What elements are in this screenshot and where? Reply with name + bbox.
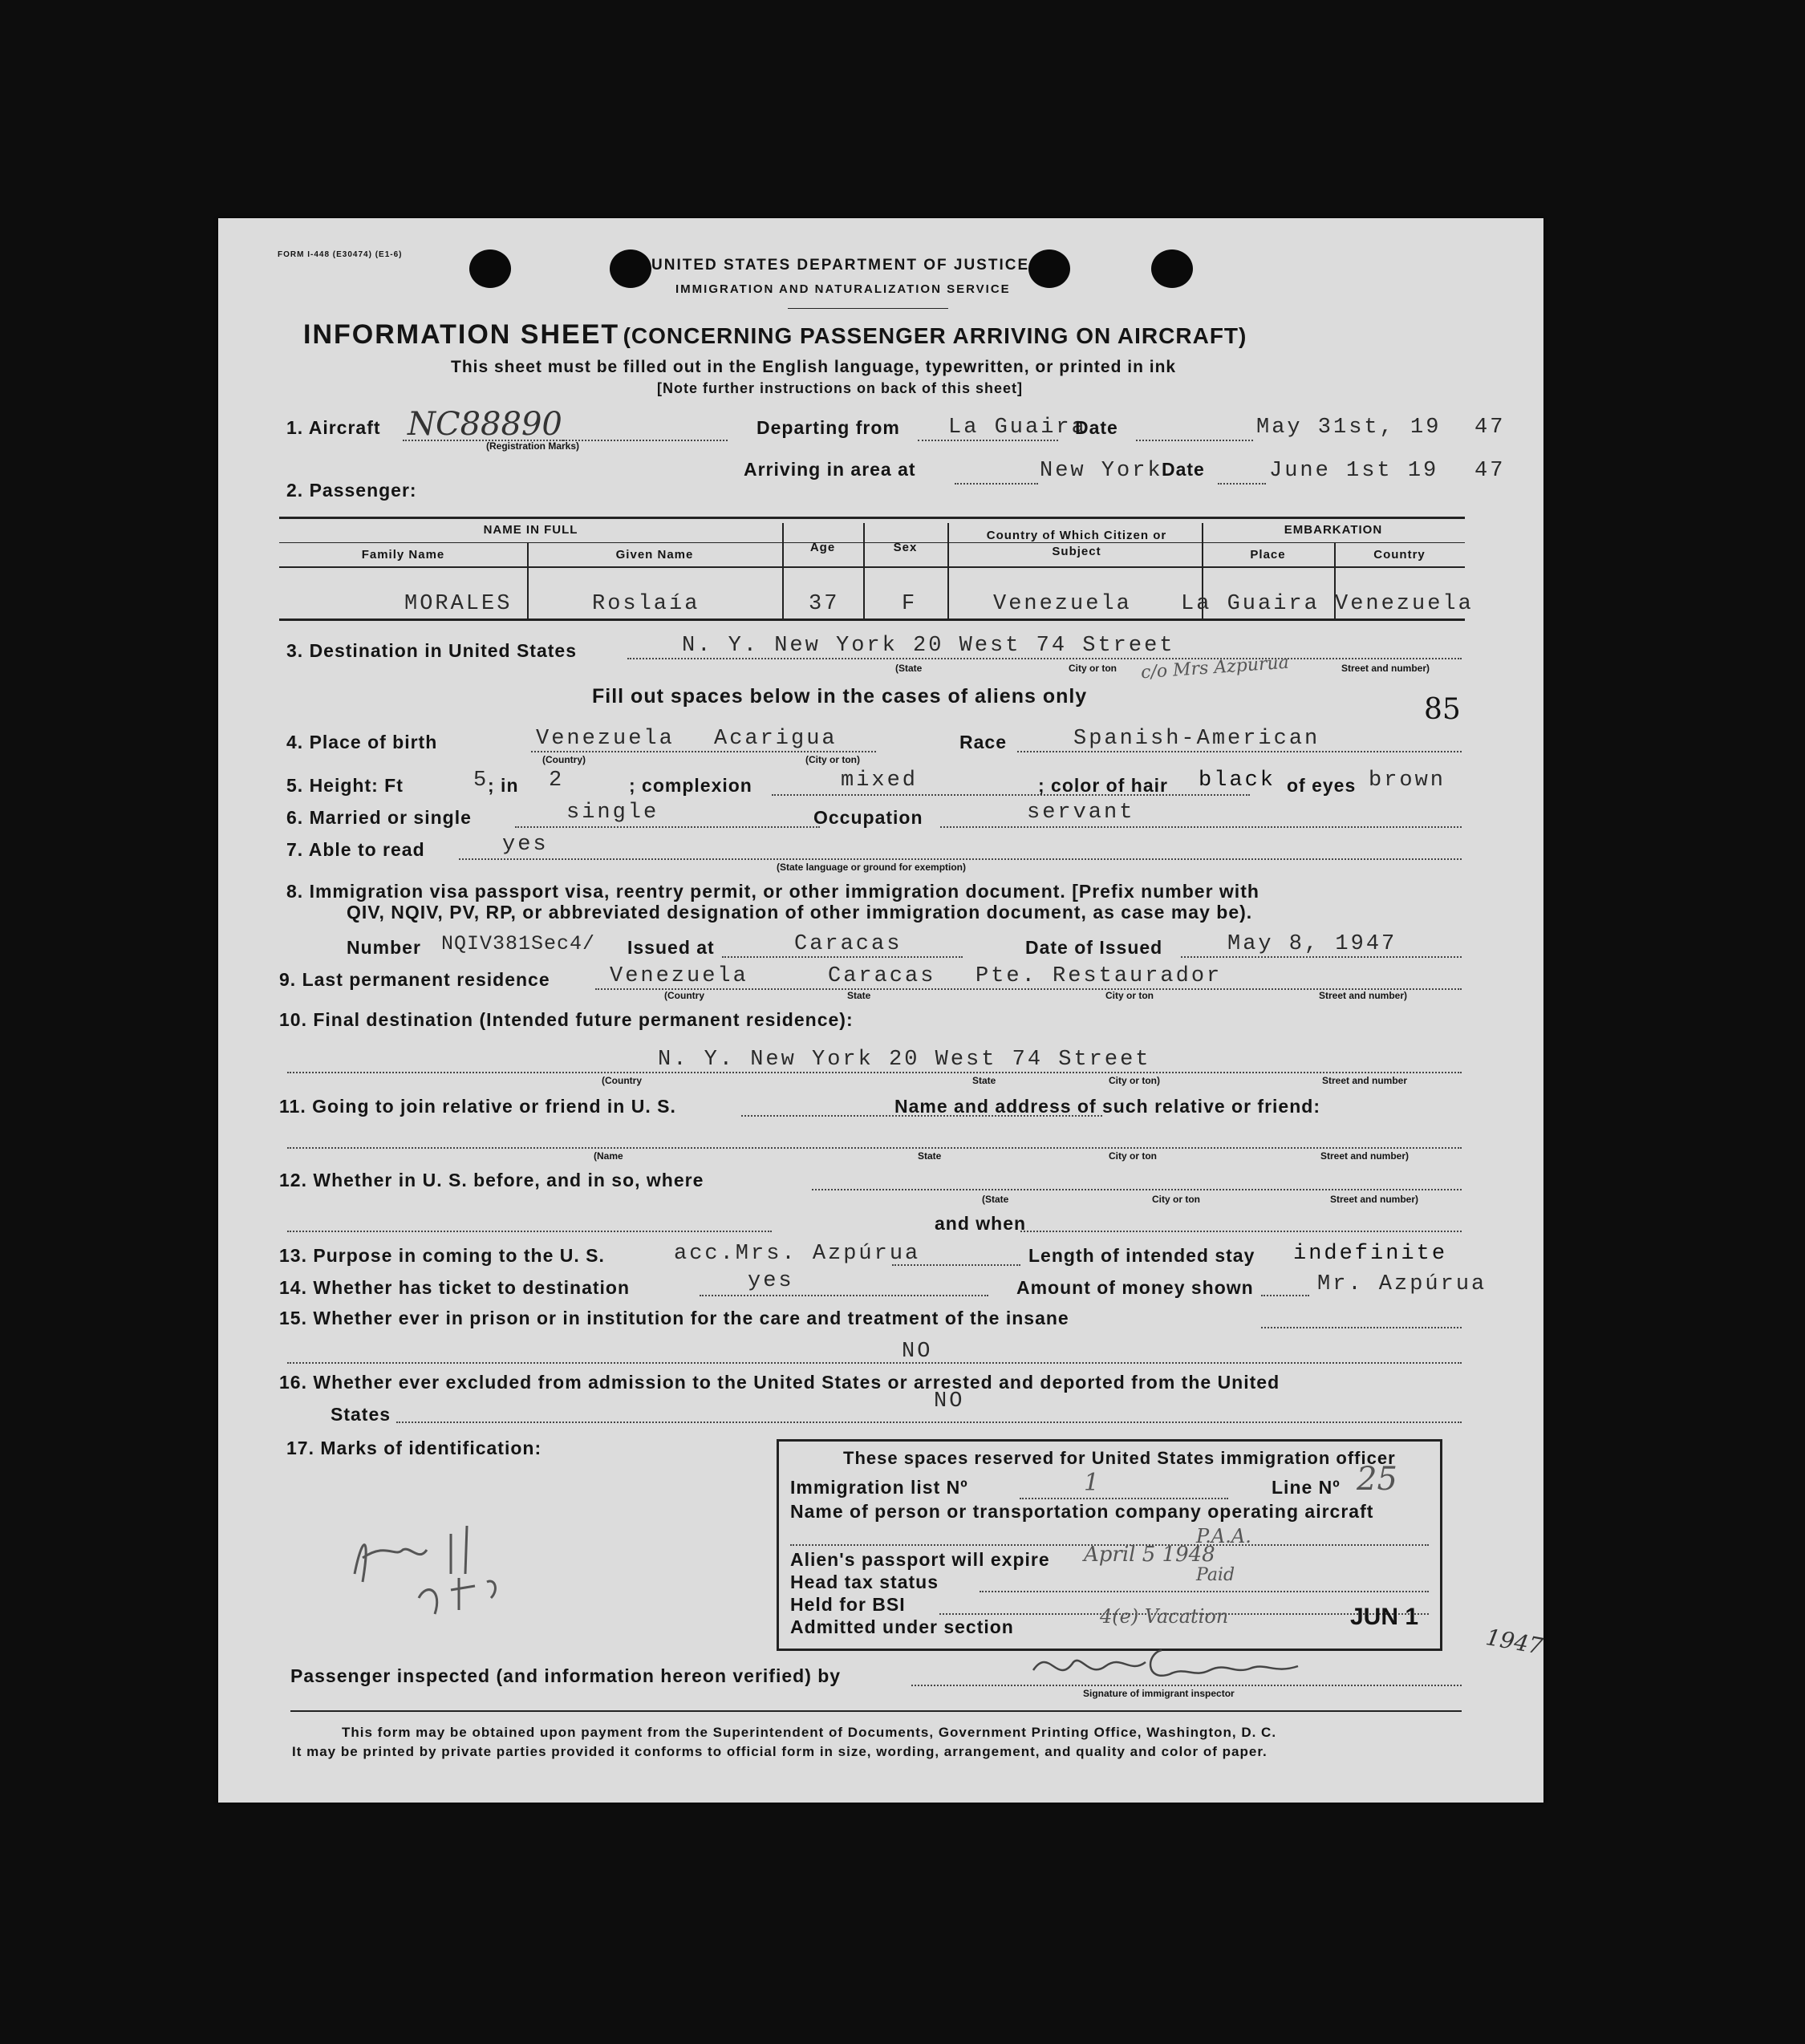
embarkation-place-value: La Guaira xyxy=(1181,592,1320,616)
destination-label: 3. Destination in United States xyxy=(286,640,577,661)
bsi-label: Held for BSI xyxy=(790,1594,906,1615)
occupation-value: servant xyxy=(1027,801,1135,825)
relative-name-label: Name and address of such relative or friend: xyxy=(894,1096,1320,1117)
height-inches: 2 xyxy=(549,769,565,793)
arrival-date-value: June 1st 19 xyxy=(1269,459,1439,483)
stamp-year: 1947 xyxy=(1483,1624,1545,1660)
departing-label: Departing from xyxy=(756,417,900,438)
passenger-label: 2. Passenger: xyxy=(286,480,417,501)
inspector-signature xyxy=(1025,1638,1346,1694)
embarkation-country-header: Country xyxy=(1373,548,1426,562)
money-value: Mr. Azpúrua xyxy=(1317,1272,1487,1296)
officer-box xyxy=(777,1439,1442,1651)
caption-final-street: Street and number xyxy=(1322,1075,1408,1086)
age-header: Age xyxy=(809,541,836,554)
footer-line-2: It may be printed by private parties provided it conforms to official form in size, wording, arrangement, and quality and color of paper. xyxy=(292,1744,1268,1759)
excluded-label-cont: States xyxy=(331,1404,391,1425)
admitted-value: 4(e) Vacation xyxy=(1100,1605,1229,1628)
excluded-value: NO xyxy=(934,1389,965,1413)
stay-label: Length of intended stay xyxy=(1028,1245,1255,1266)
destination-value: N. Y. New York 20 West 74 Street xyxy=(682,634,1175,658)
ticket-label: 14. Whether has ticket to destination xyxy=(279,1277,631,1298)
punch-hole xyxy=(610,249,651,288)
issue-date-label: Date of Issued xyxy=(1025,937,1163,958)
punch-hole xyxy=(1028,249,1070,288)
arrival-date-year: 47 xyxy=(1474,459,1506,483)
residence-country: Venezuela xyxy=(610,964,748,988)
caption-final-city: City or ton) xyxy=(1109,1075,1160,1086)
name-in-full-header: NAME IN FULL xyxy=(483,523,578,537)
final-destination-label: 10. Final destination (Intended future permanent residence): xyxy=(279,1009,854,1030)
divider xyxy=(788,308,948,309)
prison-value: NO xyxy=(902,1340,933,1364)
height-label: 5. Height: Ft xyxy=(286,775,404,796)
form-note: [Note further instructions on back of this sheet] xyxy=(657,380,1024,396)
sex-value: F xyxy=(902,592,918,616)
handwritten-care-of: c/o Mrs Azpurua xyxy=(1140,652,1290,683)
officer-box-title: These spaces reserved for United States immigration officer xyxy=(843,1448,1396,1468)
footer-rule xyxy=(290,1710,1462,1712)
service-title: IMMIGRATION AND NATURALIZATION SERVICE xyxy=(675,282,1011,296)
operator-value: P.A.A. xyxy=(1196,1525,1251,1547)
caption-final-country: (Country xyxy=(602,1075,642,1086)
visa-number-label: Number xyxy=(347,937,421,958)
country-citizen-header: Country of Which Citizen or Subject xyxy=(986,529,1167,558)
caption-join-street: Street and number) xyxy=(1320,1150,1410,1162)
join-label: 11. Going to join relative or friend in U. S. xyxy=(279,1096,676,1117)
immigration-list-label: Immigration list Nº xyxy=(790,1477,968,1498)
caption-street: Street and number) xyxy=(1341,663,1430,674)
place-header: Place xyxy=(1250,548,1286,562)
sex-header: Sex xyxy=(893,541,918,554)
citizen-country-value: Venezuela xyxy=(993,592,1132,616)
race-value: Spanish-American xyxy=(1073,727,1320,751)
before-label: 12. Whether in U. S. before, and in so, where xyxy=(279,1170,704,1190)
caption-res-state: State xyxy=(847,990,871,1001)
caption-before-city: City or ton xyxy=(1152,1194,1200,1205)
caption-before-street: Street and number) xyxy=(1330,1194,1419,1205)
inspection-label: Passenger inspected (and information hereon verified) by xyxy=(290,1665,842,1686)
issued-at-label: Issued at xyxy=(627,937,715,958)
registration-caption: (Registration Marks) xyxy=(486,440,580,452)
age-value: 37 xyxy=(809,592,840,616)
race-label: Race xyxy=(959,732,1007,752)
form-title-sub: (CONCERNING PASSENGER ARRIVING ON AIRCRAFT) xyxy=(623,323,1247,348)
visa-label: 8. Immigration visa passport visa, reentry permit, or other immigration document. [Prefix number with xyxy=(286,881,1259,902)
residence-street: Pte. Restaurador xyxy=(976,964,1223,988)
form-title-main: INFORMATION SHEET xyxy=(303,319,620,350)
form-instruction: This sheet must be filled out in the English language, typewritten, or printed in ink xyxy=(451,358,1177,376)
caption-city: City or ton xyxy=(1069,663,1117,674)
caption-res-city: City or ton xyxy=(1105,990,1154,1001)
read-label: 7. Able to read xyxy=(286,839,425,860)
caption-before-state: (State xyxy=(982,1194,1009,1205)
punch-hole xyxy=(469,249,511,288)
birth-city: Acarigua xyxy=(714,727,838,751)
caption-join-name: (Name xyxy=(594,1150,623,1162)
caption-state: (State xyxy=(895,663,923,674)
hair-value: black xyxy=(1199,769,1276,793)
admitted-label: Admitted under section xyxy=(790,1616,1014,1637)
caption-join-city: City or ton xyxy=(1109,1150,1157,1162)
money-label: Amount of money shown xyxy=(1016,1277,1254,1298)
aliens-only-heading: Fill out spaces below in the cases of aliens only xyxy=(592,685,1088,708)
married-value: single xyxy=(566,801,659,825)
residence-city: Caracas xyxy=(828,964,936,988)
complexion-value: mixed xyxy=(841,769,919,793)
given-name-value: Roslaía xyxy=(592,592,700,616)
passport-expire-label: Alien's passport will expire xyxy=(790,1549,1050,1570)
head-tax-value: Paid xyxy=(1196,1565,1235,1585)
family-name-header: Family Name xyxy=(361,548,445,562)
issue-date-value: May 8, 1947 xyxy=(1227,932,1397,956)
departing-value: La Guaira xyxy=(948,416,1087,440)
arriving-label: Arriving in area at xyxy=(744,459,916,480)
stamp-date: JUN 1 xyxy=(1350,1604,1419,1630)
hair-label: ; color of hair xyxy=(1038,775,1168,796)
inches-label: ; in xyxy=(488,775,519,796)
embarkation-country-value: Venezuela xyxy=(1335,592,1474,616)
birth-label: 4. Place of birth xyxy=(286,732,438,752)
purpose-value: acc.Mrs. Azpúrua xyxy=(674,1242,921,1266)
caption-birth-city: (City or ton) xyxy=(805,754,860,765)
family-name-value: MORALES xyxy=(404,592,513,616)
read-caption: (State language or ground for exemption) xyxy=(777,862,967,873)
complexion-label: ; complexion xyxy=(629,775,752,796)
page-number: 85 xyxy=(1424,693,1461,726)
marks-label: 17. Marks of identification: xyxy=(286,1438,542,1458)
excluded-label: 16. Whether ever excluded from admission to the United States or arrested and deported from the United xyxy=(279,1372,1280,1393)
form-number: FORM I-448 (E30474) (E1-6) xyxy=(278,250,403,259)
line-value: 25 xyxy=(1357,1461,1397,1498)
ticket-value: yes xyxy=(748,1269,794,1293)
birth-country: Venezuela xyxy=(536,727,675,751)
department-title: UNITED STATES DEPARTMENT OF JUSTICE xyxy=(651,257,1030,274)
passport-expire-value: April 5 1948 xyxy=(1084,1543,1215,1567)
prison-label: 15. Whether ever in prison or in institution for the care and treatment of the insane xyxy=(279,1308,1069,1328)
footer-line-1: This form may be obtained upon payment from the Superintendent of Documents, Government Printing Office, Washington, D. C. xyxy=(342,1725,1277,1740)
aircraft-value: NC88890 xyxy=(408,406,562,443)
height-feet: 5 xyxy=(473,769,489,793)
signature-caption: Signature of immigrant inspector xyxy=(1083,1688,1235,1699)
departure-date-value: May 31st, 19 xyxy=(1256,416,1442,440)
eyes-value: brown xyxy=(1369,769,1446,793)
residence-label: 9. Last permanent residence xyxy=(279,969,550,990)
embarkation-header: EMBARKATION xyxy=(1284,523,1383,537)
purpose-label: 13. Purpose in coming to the U. S. xyxy=(279,1245,605,1266)
form-title xyxy=(303,319,1247,351)
issued-at-value: Caracas xyxy=(794,932,902,956)
occupation-label: Occupation xyxy=(813,807,923,828)
caption-join-state: State xyxy=(918,1150,942,1162)
final-destination-value: N. Y. New York 20 West 74 Street xyxy=(658,1048,1151,1072)
line-label: Line Nº xyxy=(1272,1477,1341,1498)
operator-label: Name of person or transportation company operating aircraft xyxy=(790,1501,1374,1522)
handwritten-initials xyxy=(339,1502,531,1622)
married-label: 6. Married or single xyxy=(286,807,472,828)
when-label: and when xyxy=(935,1213,1027,1234)
departure-date-year: 47 xyxy=(1474,416,1506,440)
departure-date-label: Date xyxy=(1075,417,1118,438)
caption-birth-country: (Country) xyxy=(542,754,586,765)
stay-value: indefinite xyxy=(1293,1242,1448,1266)
punch-hole xyxy=(1151,249,1193,288)
head-tax-label: Head tax status xyxy=(790,1572,939,1592)
caption-final-state: State xyxy=(972,1075,996,1086)
given-name-header: Given Name xyxy=(615,548,694,562)
read-value: yes xyxy=(502,833,549,857)
immigration-list-value: 1 xyxy=(1084,1469,1100,1497)
visa-number-value: NQIV381Sec4/ xyxy=(441,932,596,955)
caption-res-country: (Country xyxy=(664,990,704,1001)
arriving-value: New York xyxy=(1040,459,1163,483)
aircraft-label: 1. Aircraft xyxy=(286,417,381,438)
caption-res-street: Street and number) xyxy=(1319,990,1408,1001)
eyes-label: of eyes xyxy=(1287,775,1357,796)
arrival-date-label: Date xyxy=(1162,459,1205,480)
information-sheet xyxy=(218,218,1543,1803)
visa-label-cont: QIV, NQIV, PV, RP, or abbreviated designation of other immigration document, as case may be). xyxy=(347,902,1253,923)
